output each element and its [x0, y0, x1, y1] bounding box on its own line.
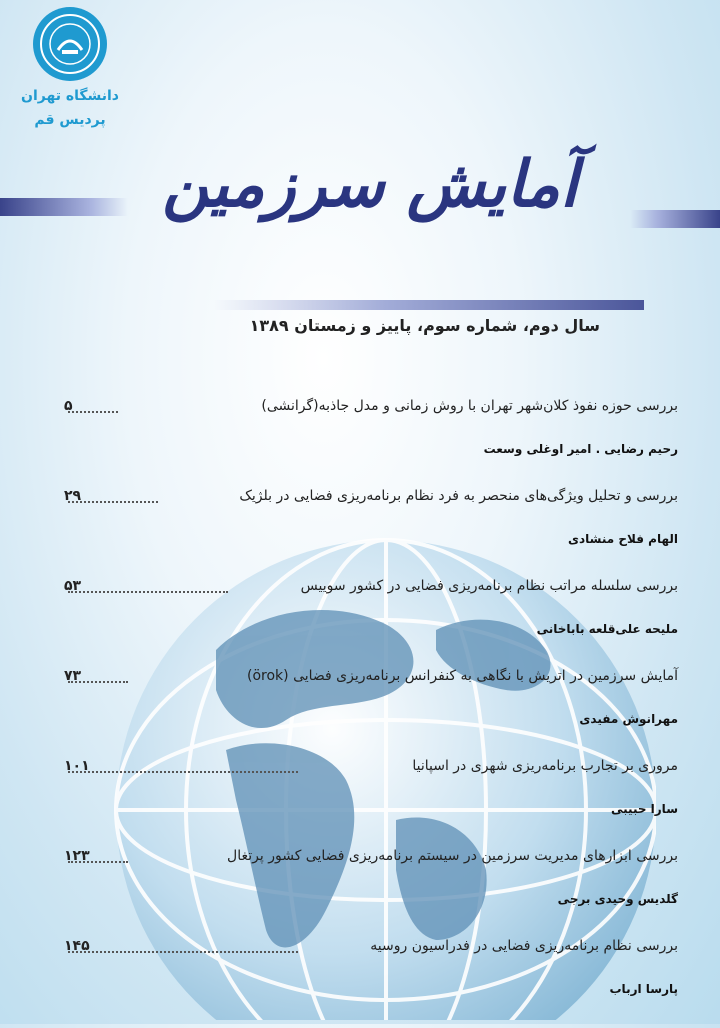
toc-title: بررسی ابزارهای مدیریت سرزمین در سیستم برنامه‌ریزی فضایی کشور پرتغال [227, 848, 678, 864]
toc-authors: پارسا ارباب [609, 982, 678, 996]
toc-leader-dots [68, 411, 118, 413]
university-label: دانشگاه تهران [21, 88, 119, 104]
toc-authors: الهام فلاح منشادی [567, 532, 678, 546]
toc-authors: سارا حبیبی [611, 802, 678, 816]
issue-line: سال دوم، شماره سوم، پاییز و زمستان ۱۳۸۹ [249, 316, 600, 335]
campus-label: پردیس قم [34, 112, 106, 128]
decorative-band-left [0, 198, 128, 216]
toc-entry[interactable] [24, 668, 678, 758]
toc-entry[interactable] [24, 758, 678, 848]
toc-leader-dots [68, 501, 158, 503]
toc-title: آمایش سرزمین در اتریش با نگاهی به کنفرانس برنامه‌ریزی فضایی (örok) [247, 668, 678, 684]
toc-entry[interactable] [24, 398, 678, 488]
toc-page-number: ۵ [64, 398, 73, 414]
toc-authors: رحیم رضایی . امیر اوغلی وسعت [483, 442, 678, 456]
toc-entry[interactable] [24, 488, 678, 578]
university-seal-logo [32, 6, 108, 82]
toc-authors: مهرانوش مفیدی [579, 712, 678, 726]
toc-page-number: ۱۰۱ [64, 758, 90, 774]
toc-entry[interactable] [24, 848, 678, 938]
decorative-band-right [630, 210, 720, 228]
toc-page-number: ۱۴۵ [64, 938, 90, 954]
journal-title: آمایش سرزمین [162, 147, 578, 222]
toc-page-number: ۲۹ [64, 488, 82, 504]
toc-title: مروری بر تجارب برنامه‌ریزی شهری در اسپانیا [412, 758, 678, 774]
toc-leader-dots [68, 591, 228, 593]
decorative-band-under-title [214, 300, 644, 310]
toc-authors: گلدیس وحیدی برجی [557, 892, 678, 906]
toc-page-number: ۵۳ [64, 578, 82, 594]
toc-page-number: ۷۳ [64, 668, 82, 684]
toc-title: بررسی و تحلیل ویژگی‌های منحصر به فرد نظام برنامه‌ریزی فضایی در بلژیک [239, 488, 678, 504]
toc-page-number: ۱۲۳ [64, 848, 90, 864]
toc-authors: ملیحه علی‌قلعه باباخانی [536, 622, 678, 636]
toc-entry[interactable] [24, 578, 678, 668]
toc-entry[interactable] [24, 938, 678, 1028]
university-name [0, 84, 140, 132]
toc-title: بررسی سلسله مراتب نظام برنامه‌ریزی فضایی در کشور سوییس [300, 578, 678, 594]
toc-title: بررسی حوزه نفوذ کلان‌شهر تهران با روش زمانی و مدل جاذبه(گرانشی) [261, 398, 678, 414]
toc-title: بررسی نظام برنامه‌ریزی فضایی در فدراسیون روسیه [370, 938, 678, 954]
toc-leader-dots [68, 771, 298, 773]
table-of-contents [24, 398, 678, 1028]
toc-leader-dots [68, 951, 298, 953]
